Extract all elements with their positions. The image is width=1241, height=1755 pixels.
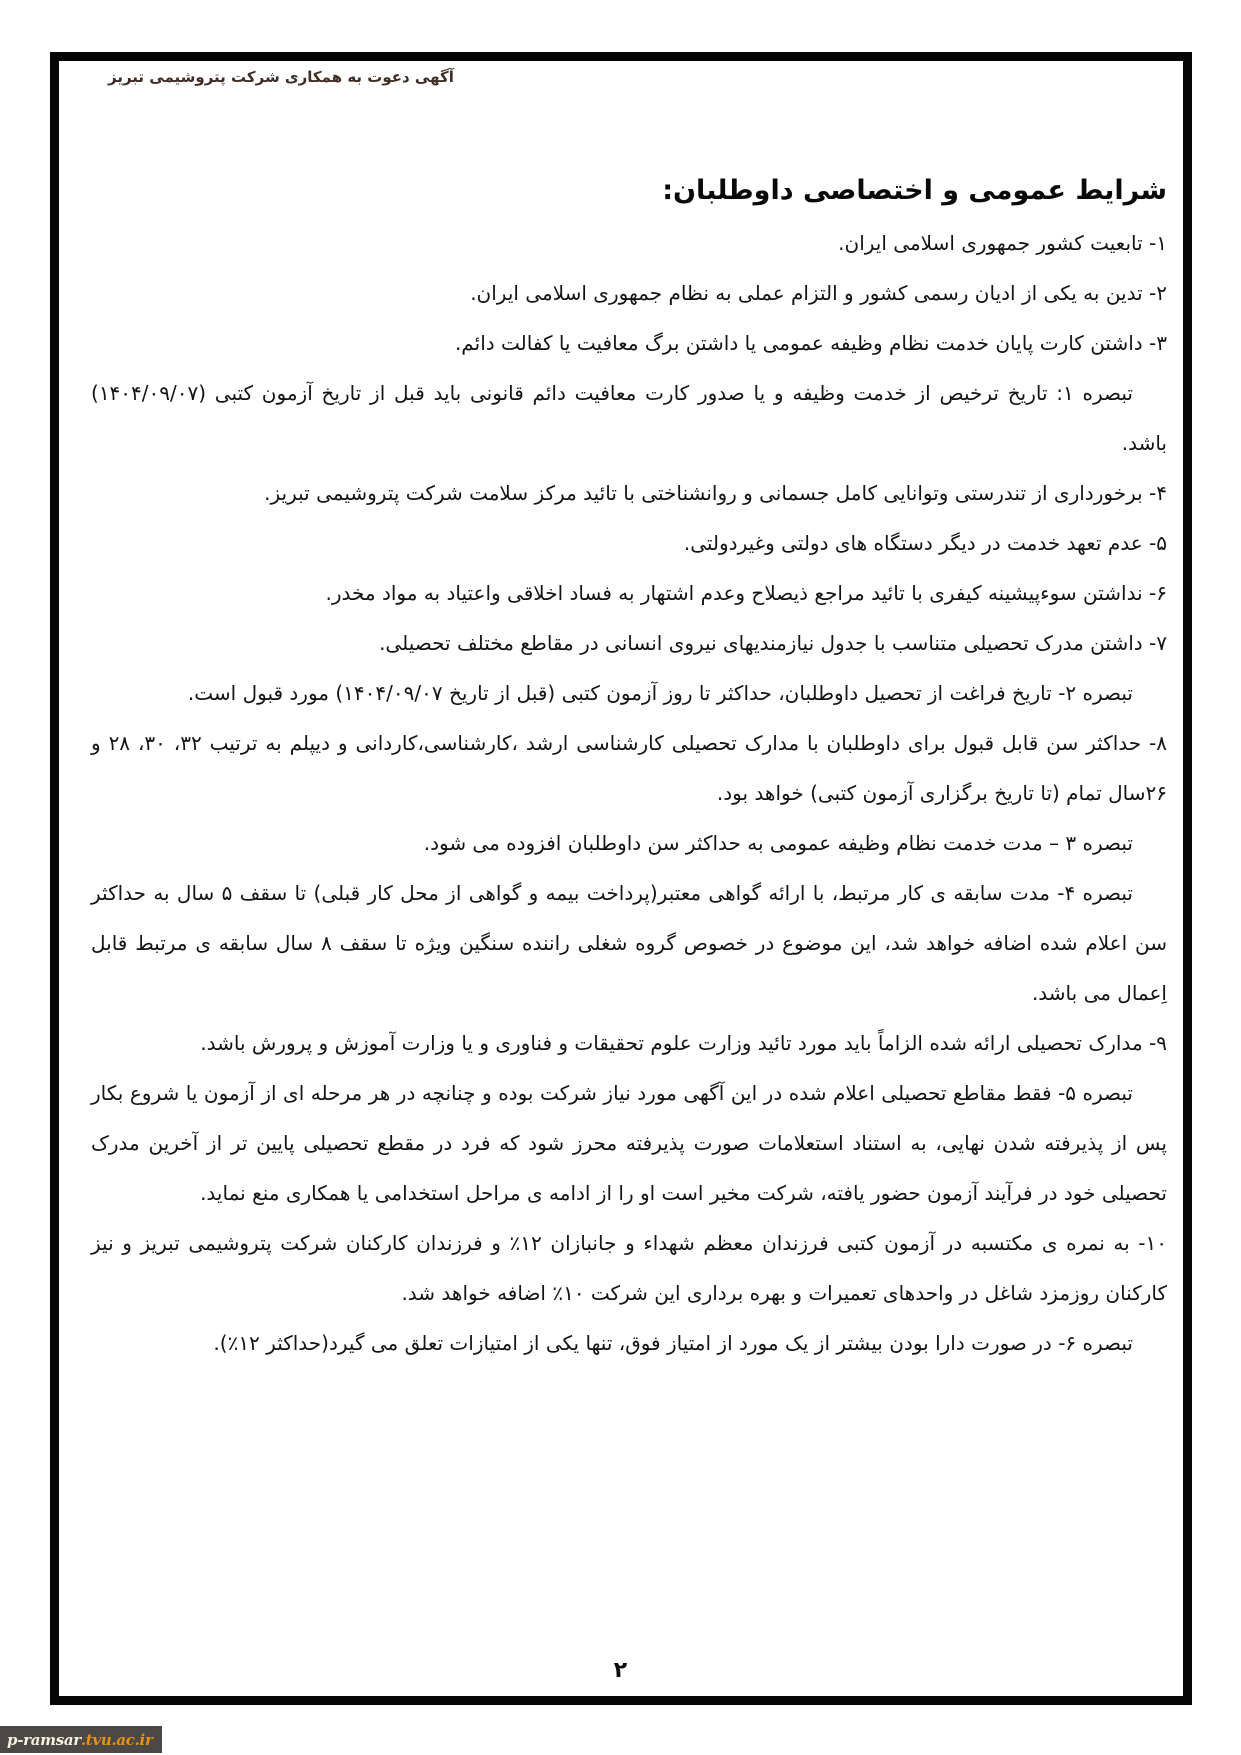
- note-paragraph: تبصره ۵- فقط مقاطع تحصیلی اعلام شده در این آگهی مورد نیاز شرکت بوده و چنانچه در هر مرحله ای از آزمون یا شروع بکار پس از پذیرفته شدن نهایی، به استناد استعلامات صورت پذیرفته محرز شود که فرد در مقطع تحصیلی پایین تر از آخرین مدرک تحصیلی خود در فرآیند آزمون حضور یافته، شرکت مخیر است او را از ادامه ی مراحل استخدامی یا همکاری منع نماید.: [91, 1081, 1167, 1206]
- note-paragraph: تبصره ۴- مدت سابقه ی کار مرتبط، با ارائه گواهی معتبر(پرداخت بیمه و گواهی از محل کار قبلی) تا سقف ۵ سال به حداکثر سن اعلام شده اضافه خواهد شد، این موضوع در خصوص گروه شغلی راننده سنگین ویژه تا سقف ۸ سال سابقه ی مرتبط قابل اِعمال می باشد.: [91, 881, 1167, 1006]
- condition-paragraph: ۶- نداشتن سوءپیشینه کیفری با تائید مراجع ذیصلاح وعدم اشتهار به فساد اخلاقی واعتیاد به مواد مخدر.: [325, 581, 1167, 606]
- watermark-site-prefix: p-ramsar: [7, 1730, 81, 1749]
- note-paragraph: تبصره ۱: تاریخ ترخیص از خدمت وظیفه و یا صدور کارت معافیت دائم قانونی باید قبل از تاریخ آزمون کتبی (۱۴۰۴/۰۹/۰۷) باشد.: [91, 381, 1167, 456]
- conditions-list: [91, 218, 1167, 1368]
- condition-paragraph: ۹- مدارک تحصیلی ارائه شده الزاماً باید مورد تائید وزارت علوم تحقیقات و فناوری و یا وزارت آموزش و پرورش باشد.: [200, 1031, 1167, 1056]
- note-paragraph: تبصره ۶- در صورت دارا بودن بیشتر از یک مورد از امتیاز فوق، تنها یکی از امتیازات تعلق می گیرد(حداکثر ۱۲٪).: [213, 1331, 1133, 1356]
- watermark-site-suffix: .tvu.ac.ir: [80, 1730, 153, 1749]
- page-number: ۲: [613, 1658, 628, 1683]
- condition-paragraph: ۳- داشتن کارت پایان خدمت نظام وظیفه عمومی یا داشتن برگ معافیت یا کفالت دائم.: [454, 331, 1167, 356]
- condition-paragraph: ۱- تابعیت کشور جمهوری اسلامی ایران.: [838, 231, 1167, 256]
- condition-paragraph: ۲- تدین به یکی از ادیان رسمی کشور و التزام عملی به نظام جمهوری اسلامی ایران.: [470, 281, 1167, 306]
- condition-paragraph: ۸- حداکثر سن قابل قبول برای داوطلبان با مدارک تحصیلی کارشناسی ارشد ،کارشناسی،کاردانی و دیپلم به ترتیب ۳۲، ۳۰، ۲۸ و ۲۶سال تمام (تا تاریخ برگزاری آزمون کتبی) خواهد بود.: [91, 731, 1168, 806]
- page-content: [59, 61, 1183, 1696]
- condition-paragraph: ۷- داشتن مدرک تحصیلی متناسب با جدول نیازمندیهای نیروی انسانی در مقاطع مختلف تحصیلی.: [379, 631, 1167, 656]
- note-paragraph: تبصره ۳ – مدت خدمت نظام وظیفه عمومی به حداکثر سن داوطلبان افزوده می شود.: [423, 831, 1133, 856]
- note-paragraph: تبصره ۲- تاریخ فراغت از تحصیل داوطلبان، حداکثر تا روز آزمون کتبی (قبل از تاریخ ۱۴۰۴/۰۹/۰۷) مورد قبول است.: [187, 681, 1133, 706]
- section-heading: شرایط عمومی و اختصاصی داوطلبان:: [662, 175, 1167, 206]
- condition-paragraph: ۴- برخورداری از تندرستی وتوانایی کامل جسمانی و روانشناختی با تائید مرکز سلامت شرکت پتروشیمی تبریز.: [264, 481, 1167, 506]
- running-header: آگهی دعوت به همکاری شرکت پتروشیمی تبریز: [108, 68, 454, 86]
- watermark-badge: [0, 1726, 162, 1753]
- condition-paragraph: ۱۰- به نمره ی مکتسبه در آزمون کتبی فرزندان معظم شهداء و جانبازان ۱۲٪ و فرزندان کارکنان شرکت پتروشیمی تبریز و نیز کارکنان روزمزد شاغل در واحدهای تعمیرات و بهره برداری این شرکت ۱۰٪ اضافه خواهد شد.: [91, 1231, 1167, 1306]
- condition-paragraph: ۵- عدم تعهد خدمت در دیگر دستگاه های دولتی وغیردولتی.: [683, 531, 1167, 556]
